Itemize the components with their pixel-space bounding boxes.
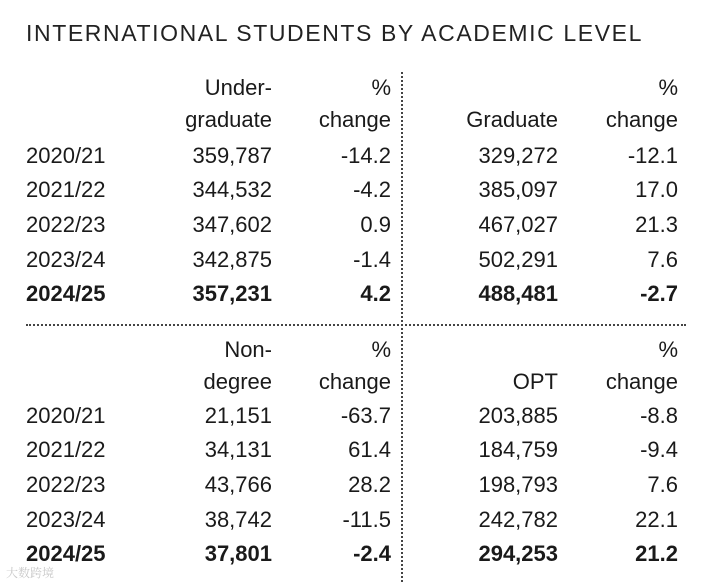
opt-section [404, 334, 684, 574]
table-row [404, 173, 684, 207]
horizontal-dotted-divider [26, 324, 686, 326]
undergraduate-change: -4.2 [353, 177, 391, 202]
table-row [26, 399, 398, 433]
year-label: 2020/21 [26, 143, 106, 168]
opt-count: 242,782 [478, 507, 558, 532]
opt-change: 21.2 [635, 541, 678, 566]
year-label: 2024/25 [26, 281, 106, 306]
undergraduate-section [26, 72, 398, 314]
opt-count: 198,793 [478, 472, 558, 497]
graduate-change: 21.3 [635, 212, 678, 237]
non-degree-count: 38,742 [204, 507, 272, 532]
year-label: 2020/21 [26, 403, 106, 428]
opt-change: -9.4 [640, 437, 678, 462]
non-degree-count: 43,766 [204, 472, 272, 497]
table-row [404, 503, 684, 537]
non-degree-count: 34,131 [204, 437, 272, 462]
table-row [26, 139, 398, 173]
undergraduate-change: -14.2 [340, 143, 391, 168]
year-label: 2022/23 [26, 212, 106, 237]
opt-change: 7.6 [647, 472, 678, 497]
graduate-pct-header-line1: % [658, 75, 678, 100]
opt-header-label: OPT [512, 369, 558, 394]
graduate-change: -2.7 [640, 281, 678, 306]
opt-count: 203,885 [478, 403, 558, 428]
year-label: 2021/22 [26, 177, 106, 202]
undergraduate-change: -1.4 [353, 247, 391, 272]
graduate-count: 502,291 [478, 247, 558, 272]
graduate-pct-header-line2: change [605, 107, 678, 132]
opt-header [404, 334, 684, 398]
undergraduate-pct-header-line2: change [318, 107, 391, 132]
graduate-count: 467,027 [478, 212, 558, 237]
year-label: 2024/25 [26, 541, 106, 566]
graduate-header [404, 72, 684, 136]
non-degree-pct-header-line1: % [371, 337, 391, 362]
undergraduate-header-line2: graduate [185, 107, 272, 132]
table-row [404, 208, 684, 242]
undergraduate-change: 0.9 [360, 212, 391, 237]
graduate-section [404, 72, 684, 314]
year-label: 2023/24 [26, 507, 106, 532]
non-degree-change: -2.4 [353, 541, 391, 566]
non-degree-header-line1: Non- [224, 337, 272, 362]
watermark: 大数跨境 [6, 566, 55, 580]
table-row-latest [404, 537, 684, 571]
year-label: 2022/23 [26, 472, 106, 497]
table-row [26, 173, 398, 207]
table-row [26, 243, 398, 277]
undergraduate-count: 342,875 [192, 247, 272, 272]
non-degree-change: 28.2 [348, 472, 391, 497]
year-label: 2021/22 [26, 437, 106, 462]
graduate-count: 488,481 [478, 281, 558, 306]
undergraduate-count: 359,787 [192, 143, 272, 168]
opt-change: -8.8 [640, 403, 678, 428]
table-row [404, 139, 684, 173]
table-row [26, 208, 398, 242]
table-row [26, 433, 398, 467]
graduate-header-label: Graduate [466, 107, 558, 132]
table-row-latest [26, 277, 398, 311]
table-row-latest [404, 277, 684, 311]
undergraduate-count: 347,602 [192, 212, 272, 237]
table-row [404, 468, 684, 502]
table-row [404, 399, 684, 433]
table-row [26, 468, 398, 502]
non-degree-change: -63.7 [340, 403, 391, 428]
graduate-change: 17.0 [635, 177, 678, 202]
opt-pct-header-line2: change [605, 369, 678, 394]
graduate-count: 385,097 [478, 177, 558, 202]
undergraduate-count: 344,532 [192, 177, 272, 202]
non-degree-header [26, 334, 398, 398]
undergraduate-header-line1: Under- [204, 75, 272, 100]
opt-pct-header-line1: % [658, 337, 678, 362]
opt-change: 22.1 [635, 507, 678, 532]
undergraduate-count: 357,231 [192, 281, 272, 306]
graduate-change: -12.1 [627, 143, 678, 168]
graduate-change: 7.6 [647, 247, 678, 272]
non-degree-change: -11.5 [342, 507, 391, 532]
non-degree-change: 61.4 [348, 437, 391, 462]
undergraduate-header [26, 72, 398, 136]
opt-count: 294,253 [478, 541, 558, 566]
non-degree-count: 21,151 [204, 403, 272, 428]
opt-count: 184,759 [478, 437, 558, 462]
non-degree-count: 37,801 [204, 541, 272, 566]
non-degree-section [26, 334, 398, 574]
table-row [26, 503, 398, 537]
graduate-count: 329,272 [478, 143, 558, 168]
undergraduate-change: 4.2 [360, 281, 391, 306]
undergraduate-pct-header-line1: % [371, 75, 391, 100]
non-degree-header-line2: degree [203, 369, 272, 394]
non-degree-pct-header-line2: change [318, 369, 391, 394]
vertical-dotted-divider [401, 72, 403, 582]
year-label: 2023/24 [26, 247, 106, 272]
table-row [404, 243, 684, 277]
table-row-latest [26, 537, 398, 571]
table-row [404, 433, 684, 467]
page-title: INTERNATIONAL STUDENTS BY ACADEMIC LEVEL [26, 20, 643, 46]
